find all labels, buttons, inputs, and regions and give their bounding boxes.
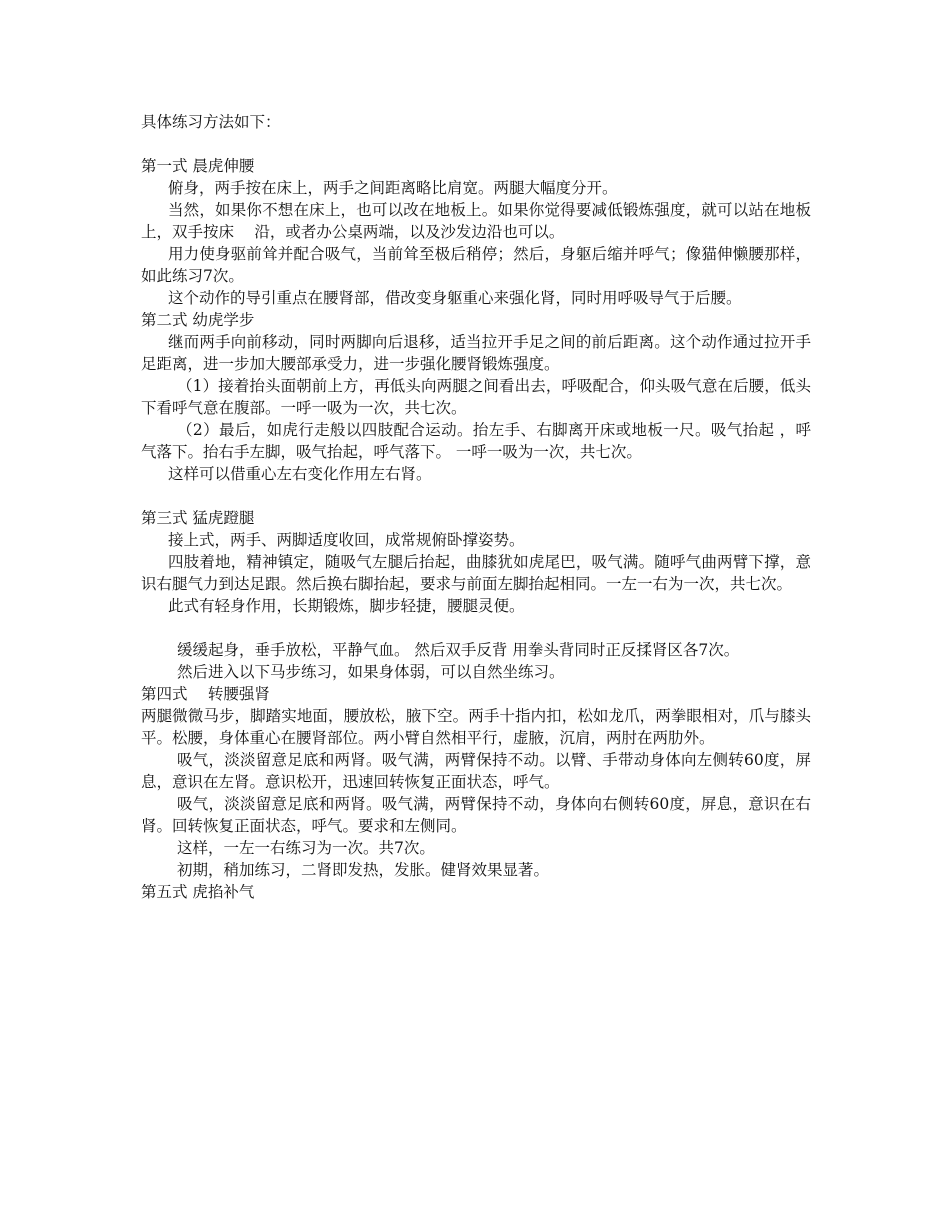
- paragraph: 四肢着地，精神镇定，随吸气左腿后抬起，曲膝犹如虎尾巴，吸气满。随呼气曲两臂下撑，意识右腿气力到达足跟。然后换右脚抬起，要求与前面左脚抬起相同。一左一右为一次，共七次。: [141, 553, 811, 593]
- paragraph: 吸气，淡淡留意足底和两肾。吸气满，两臂保持不动，身体向右侧转60度，屏息，意识在右肾。回转恢复正面状态，呼气。要求和左侧同。: [141, 795, 811, 835]
- section-4-heading: 第四式 转腰强肾: [141, 685, 270, 703]
- paragraph: 这个动作的导引重点在腰肾部，借改变身躯重心来强化肾，同时用呼吸导气于后腰。: [168, 289, 742, 307]
- paragraph: 缓缓起身，垂手放松，平静气血。 然后双手反背 用拳头背同时正反揉肾区各7次。: [177, 641, 740, 659]
- paragraph: （2）最后，如虎行走般以四肢配合运动。抬左手、右脚离开床或地板一尺。吸气抬起 ，呼气落下。抬右手左脚，吸气抬起，呼气落下。 一呼一吸为一次，共七次。: [141, 421, 811, 461]
- paragraph: 吸气，淡淡留意足底和两肾。吸气满，两臂保持不动。以臂、手带动身体向左侧转60度，屏息，意识在左肾。意识松开，迅速回转恢复正面状态，呼气。: [141, 751, 811, 791]
- intro-line: 具体练习方法如下：: [141, 113, 281, 131]
- paragraph: 当然，如果你不想在床上，也可以改在地板上。如果你觉得要减低锻炼强度，就可以站在地板上，双手按床 沿，或者办公桌两端，以及沙发边沿也可以。: [141, 201, 811, 241]
- paragraph: 接上式，两手、两脚适度收回，成常规俯卧撑姿势。: [168, 531, 525, 549]
- section-2-heading: 第二式 幼虎学步: [141, 311, 255, 329]
- paragraph: 这样可以借重心左右变化作用左右肾。: [168, 465, 432, 483]
- paragraph: 然后进入以下马步练习，如果身体弱，可以自然坐练习。: [177, 663, 565, 681]
- document-body: [141, 111, 811, 903]
- paragraph: 初期，稍加练习，二肾即发热，发胀。健肾效果显著。: [177, 861, 550, 879]
- paragraph: （1）接着抬头面朝前上方，再低头向两腿之间看出去，呼吸配合，仰头吸气意在后腰，低头下看呼气意在腹部。一呼一吸为一次，共七次。: [141, 377, 811, 417]
- spacer: [141, 133, 811, 155]
- paragraph: 两腿微微马步，脚踏实地面，腰放松，腋下空。两手十指内扣，松如龙爪，两拳眼相对，爪与膝头平。松腰，身体重心在腰肾部位。两小臂自然相平行，虚腋，沉肩，两肘在两肋外。: [141, 707, 811, 747]
- paragraph: 这样，一左一右练习为一次。共7次。: [177, 839, 435, 857]
- section-1-heading: 第一式 晨虎伸腰: [141, 157, 255, 175]
- spacer: [141, 617, 811, 639]
- paragraph: 此式有轻身作用，长期锻炼，脚步轻捷，腰腿灵便。: [168, 597, 525, 615]
- paragraph: 继而两手向前移动，同时两脚向后退移，适当拉开手足之间的前后距离。这个动作通过拉开手足距离，进一步加大腰部承受力，进一步强化腰肾锻炼强度。: [141, 333, 811, 373]
- spacer: [141, 485, 811, 507]
- section-3-heading: 第三式 猛虎蹬腿: [141, 509, 255, 527]
- paragraph: 用力使身驱前耸并配合吸气，当前耸至极后稍停；然后，身躯后缩并呼气；像猫伸懒腰那样，如此练习7次。: [141, 245, 811, 285]
- paragraph: 俯身，两手按在床上，两手之间距离略比肩宽。两腿大幅度分开。: [168, 179, 618, 197]
- section-5-heading: 第五式 虎掐补气: [141, 883, 255, 901]
